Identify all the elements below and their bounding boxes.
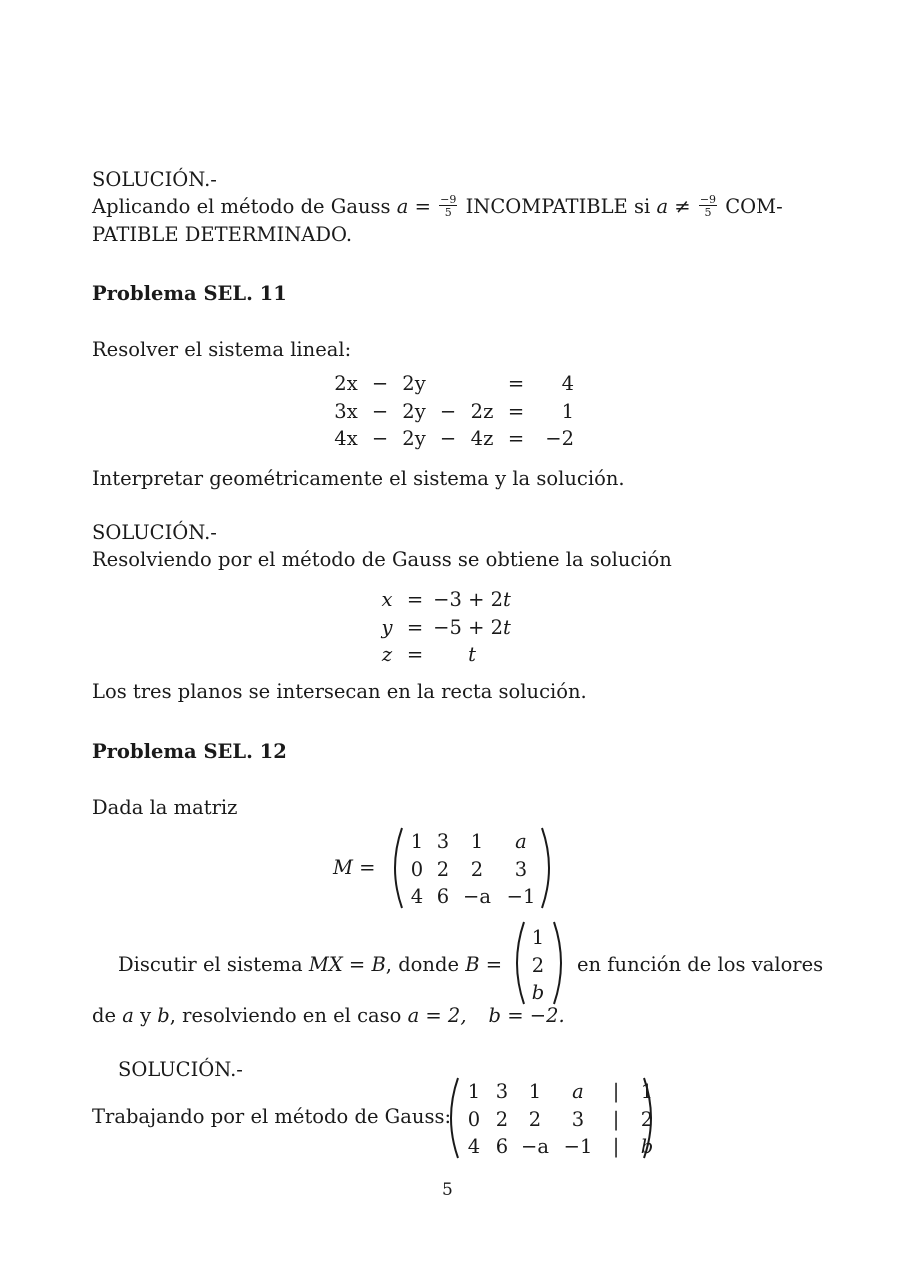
vector-cell: 1 [531, 926, 545, 949]
matrix-cell: 6 [436, 885, 450, 908]
system-cell: 1 [561, 399, 574, 423]
augmented-cell: 2 [528, 1107, 542, 1131]
problem-11-conclusion: Los tres planos se intersecan en la recta solución. [92, 680, 587, 703]
matrix-cell: 4 [410, 885, 424, 908]
solution-cell: t [468, 643, 476, 666]
solution-cell: z [381, 643, 393, 666]
solution-heading: SOLUCIÓN.- [92, 168, 217, 191]
problem-12-intro: Dada la matriz [92, 796, 238, 819]
solution-cell: −3 + 2t [433, 588, 511, 611]
page-number: 5 [442, 1180, 453, 1200]
system-cell [462, 370, 502, 398]
linear-system [326, 370, 574, 453]
augmented-cell: 6 [495, 1135, 509, 1158]
system-cell: 4x [334, 427, 358, 450]
matrix-cell: 2 [436, 857, 450, 881]
augmented-cell: | [612, 1107, 620, 1131]
problem-12-title: Problema SEL. 12 [92, 740, 287, 763]
solution-cell: x [381, 588, 393, 611]
problem-11-solution-heading: SOLUCIÓN.- [92, 521, 217, 544]
right-paren-icon [550, 920, 570, 1006]
system-cell: 4z [470, 427, 494, 450]
augmented-matrix [460, 1078, 664, 1161]
solution-cell: = [406, 588, 424, 611]
solution-line-2: PATIBLE DETERMINADO. [92, 223, 353, 246]
augmented-cell: a [572, 1080, 584, 1103]
system-cell: − [439, 427, 457, 450]
augmented-cell: 1 [528, 1080, 542, 1103]
system-cell: 2y [402, 372, 426, 395]
matrix-cell: 3 [436, 830, 450, 853]
system-cell: 3x [334, 399, 358, 423]
matrix-cell: −1 [506, 885, 536, 908]
left-paren-icon [442, 1076, 462, 1160]
solution-cell: = [406, 643, 424, 666]
system-cell: 4 [561, 372, 574, 395]
system-cell: − [439, 399, 457, 423]
augmented-cell: b [640, 1135, 654, 1158]
right-paren-icon [538, 826, 558, 910]
fraction-minus9-over-5: $\frac{-9}{5}$ [440, 192, 457, 219]
augmented-cell: | [612, 1080, 620, 1103]
matrix-cell: 1 [470, 830, 484, 853]
augmented-cell: 3 [495, 1080, 509, 1103]
system-cell: = [507, 372, 525, 395]
matrix-label: M = [333, 856, 376, 879]
solution-line-1: Aplicando el método de Gauss a = $\frac{-9}{5}$ INCOMPATIBLE si a ≠ $\frac{-9}{5}$ COM- [92, 192, 783, 219]
matrix-cell: −a [463, 885, 491, 908]
system-cell: − [371, 372, 389, 395]
matrix-m [404, 828, 544, 911]
discuss-line-2: de a y b, resolviendo en el caso a = 2, b = −2. [92, 1004, 565, 1027]
system-cell: = [507, 399, 525, 423]
problem-11-intro: Resolver el sistema lineal: [92, 338, 352, 361]
system-cell: − [371, 427, 389, 450]
vector-cell: b [531, 981, 545, 1004]
solution-cell: y [381, 615, 393, 639]
system-cell: 2y [402, 427, 426, 450]
discuss-line-1: Discutir el sistema MX = B, donde B = [118, 953, 503, 976]
parametric-solution [376, 586, 512, 669]
matrix-cell: a [515, 830, 527, 853]
matrix-cell: 3 [514, 857, 528, 881]
vector-cell: 2 [531, 953, 545, 977]
augmented-cell: −a [521, 1135, 549, 1158]
problem-11-question: Interpretar geométricamente el sistema y la solución. [92, 467, 625, 490]
fraction-minus9-over-5: $\frac{-9}{5}$ [699, 192, 717, 219]
augmented-cell: 2 [640, 1107, 654, 1131]
matrix-cell: 0 [410, 857, 424, 881]
system-cell: 2z [470, 399, 494, 423]
discuss-line-1-end: en función de los valores [577, 953, 824, 976]
augmented-cell: 1 [640, 1080, 654, 1103]
system-cell: 2x [334, 372, 358, 395]
matrix-cell: 1 [410, 830, 424, 853]
augmented-cell: 4 [467, 1135, 481, 1158]
system-cell: −2 [545, 427, 574, 450]
right-paren-icon [640, 1076, 660, 1160]
augmented-cell: −1 [563, 1135, 593, 1158]
left-paren-icon [386, 826, 406, 910]
augmented-cell: | [612, 1135, 620, 1158]
problem-11-solution-text: Resolviendo por el método de Gauss se obtiene la solución [92, 548, 672, 571]
system-cell: − [371, 399, 389, 423]
augmented-cell: 1 [467, 1080, 481, 1103]
gauss-text: Trabajando por el método de Gauss: [92, 1105, 452, 1128]
solution-cell: −5 + 2t [433, 615, 511, 639]
system-cell [434, 370, 462, 398]
augmented-cell: 0 [467, 1107, 481, 1131]
system-cell: = [507, 427, 525, 450]
matrix-cell: 2 [470, 857, 484, 881]
augmented-cell: 3 [571, 1107, 585, 1131]
augmented-cell: 2 [495, 1107, 509, 1131]
vector-b [524, 924, 552, 1007]
problem-11-title: Problema SEL. 11 [92, 282, 287, 305]
system-cell: 2y [402, 399, 426, 423]
problem-12-solution-heading: SOLUCIÓN.- [118, 1058, 243, 1081]
solution-cell: = [406, 615, 424, 639]
